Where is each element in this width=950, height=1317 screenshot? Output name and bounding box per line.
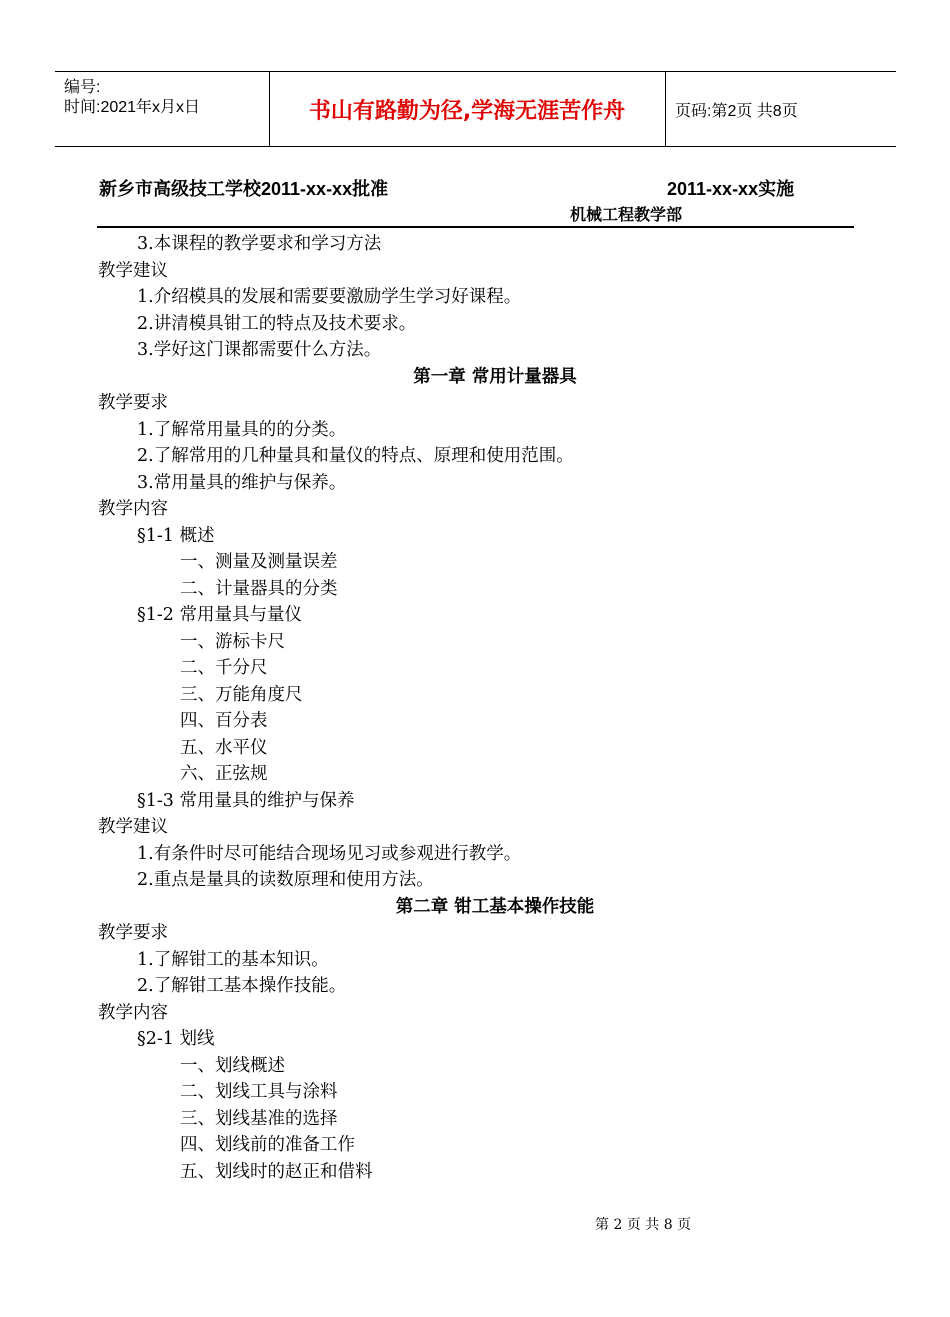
chapter-heading: 第二章 钳工基本操作技能	[395, 896, 595, 917]
text-line: 二、千分尺	[180, 658, 268, 678]
text-line: 二、计量器具的分类	[180, 578, 338, 599]
text-line: 教学建议	[98, 260, 168, 281]
text-line: 2.了解钳工基本操作技能。	[137, 976, 347, 996]
text-line: 1.介绍模具的发展和需要要激励学生学习好课程。	[137, 287, 522, 307]
text-line: §1-1 概述	[137, 525, 215, 546]
text-line: 一、游标卡尺	[180, 631, 285, 652]
text-line: 3.学好这门课都需要什么方法。	[137, 340, 382, 360]
text-line: 六、正弦规	[180, 764, 268, 784]
text-line: 教学内容	[98, 499, 168, 519]
text-line: 三、划线基准的选择	[180, 1108, 338, 1129]
document-number-label: 编号:	[64, 79, 101, 96]
text-line: §1-3 常用量具的维护与保养	[137, 790, 355, 811]
text-line: §2-1 划线	[137, 1029, 215, 1049]
text-line: §1-2 常用量具与量仪	[137, 605, 302, 625]
text-line: 二、划线工具与涂料	[180, 1082, 338, 1102]
header-divider	[269, 72, 270, 146]
text-line: 3.常用量具的维护与保养。	[137, 472, 347, 493]
page-footer: 第 2 页 共 8 页	[595, 1217, 692, 1233]
header-rule	[97, 226, 854, 228]
text-line: 一、测量及测量误差	[180, 552, 338, 572]
text-line: 五、水平仪	[180, 737, 268, 758]
text-line: 四、划线前的准备工作	[180, 1135, 355, 1155]
text-line: 五、划线时的赵正和借料	[180, 1161, 373, 1182]
header-divider	[665, 72, 666, 146]
text-line: 1.有条件时尽可能结合现场见习或参观进行教学。	[137, 843, 522, 864]
text-line: 一、划线概述	[180, 1055, 285, 1076]
text-line: 教学建议	[98, 817, 168, 837]
text-line: 教学内容	[98, 1002, 168, 1023]
approval-date: 新乡市高级技工学校2011-xx-xx批准	[99, 179, 389, 199]
header-motto: 书山有路勤为径,学海无涯苦作舟	[308, 98, 626, 124]
text-line: 教学要求	[98, 923, 168, 943]
header-page-info: 页码:第2页 共8页	[675, 102, 798, 120]
text-line: 三、万能角度尺	[180, 684, 303, 705]
text-line: 教学要求	[98, 393, 168, 413]
text-line: 1.了解常用量具的的分类。	[137, 419, 347, 440]
header-left-cell	[64, 78, 200, 118]
text-line: 3.本课程的教学要求和学习方法	[137, 234, 382, 254]
document-time-label: 时间:2021年x月x日	[64, 99, 201, 116]
text-line: 四、百分表	[180, 711, 268, 731]
text-line: 2.重点是量具的读数原理和使用方法。	[137, 870, 434, 890]
header-table	[55, 71, 896, 147]
department-name: 机械工程教学部	[570, 207, 683, 224]
implementation-date: 2011-xx-xx实施	[667, 179, 795, 199]
text-line: 1.了解钳工的基本知识。	[137, 949, 329, 970]
text-line: 2.讲清模具钳工的特点及技术要求。	[137, 313, 417, 334]
text-line: 2.了解常用的几种量具和量仪的特点、原理和使用范围。	[137, 446, 574, 466]
chapter-heading: 第一章 常用计量器具	[413, 366, 577, 387]
